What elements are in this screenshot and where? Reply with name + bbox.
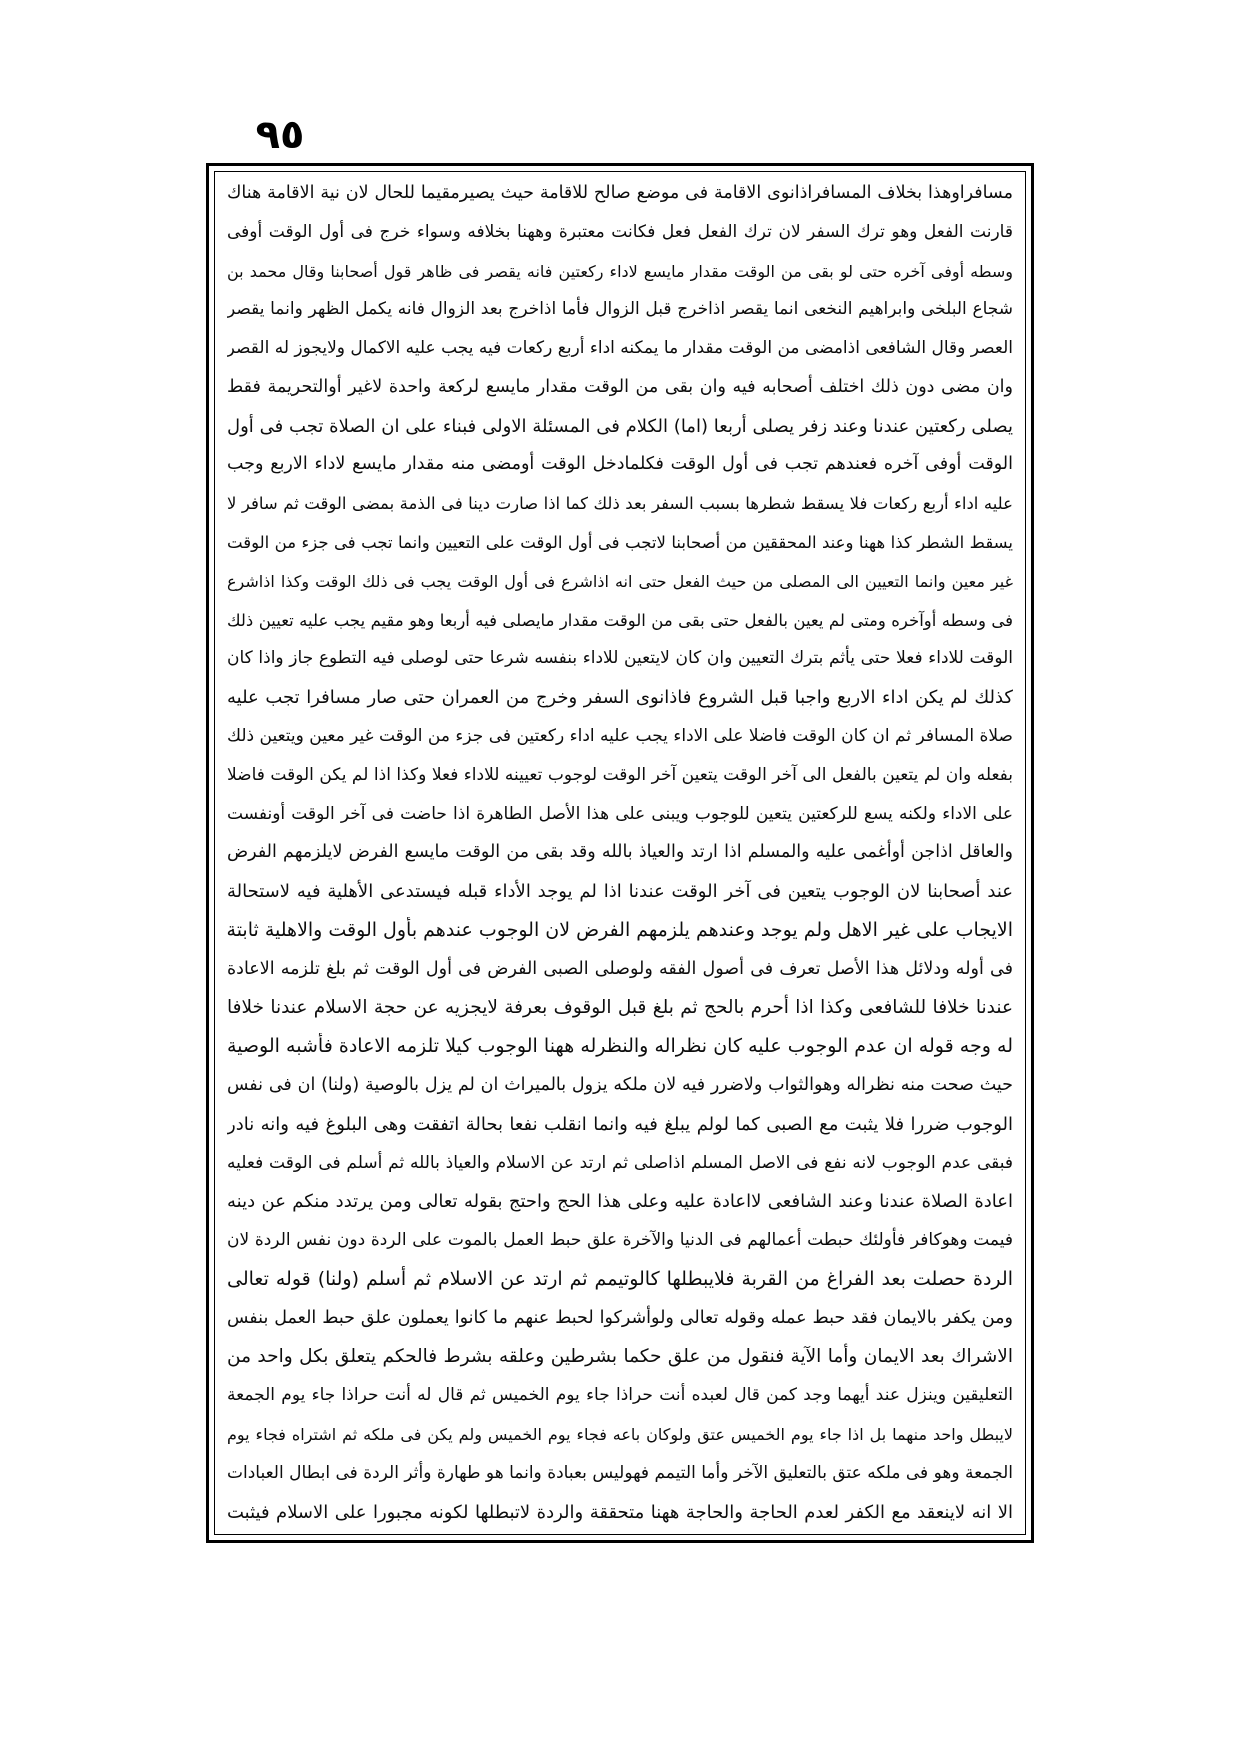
text-line: والعاقل اذاجن أوأغمى عليه والمسلم اذا ارتد والعياذ بالله وقد بقى من الوقت مايسع الفرض لايلزمهم الفرض [227, 842, 1013, 863]
text-line: كذلك لم يكن اداء الاربع واجبا قبل الشروع فاذانوى السفر وخرج من العمران حتى صار مسافرا تجب عليه [227, 687, 1013, 709]
page-number: ٩٥ [255, 112, 305, 158]
text-line: فى أوله ودلائل هذا الأصل تعرف فى أصول الفقه ولوصلى الصبى الفرض فى أول الوقت ثم بلغ تلزمه الاعادة [227, 958, 1013, 979]
text-line: العصر وقال الشافعى اذامضى من الوقت مقدار ما يمكنه اداء أربع ركعات فيه يجب عليه الاكمال ولايجوز له القصر [227, 338, 1013, 359]
text-line: الا انه لاينعقد مع الكفر لعدم الحاجة والحاجة ههنا متحققة والردة لاتبطلها لكونه مجبورا على الاسلام فيثبت [227, 1501, 1013, 1523]
text-line: ومن يكفر بالايمان فقد حبط عمله وقوله تعالى ولوأشركوا لحبط عنهم ما كانوا يعملون علق حبط العمل بنفس [227, 1307, 1013, 1328]
text-line: قارنت الفعل وهو ترك السفر لان ترك الفعل فعل فكانت معتبرة وههنا بخلافه وسواء خرج فى أول الوقت أوفى [227, 221, 1013, 242]
text-line: حيث صحت منه نظراله وهوالثواب ولاضرر فيه لان ملكه يزول بالميراث ان لم يزل بالوصية (ولنا) ان فى نفس [227, 1074, 1013, 1095]
text-line: على الاداء ولكنه يسع للركعتين يتعين للوجوب ويبنى على هذا الأصل الطاهرة اذا حاضت فى آخر الوقت أونفست [227, 803, 1013, 824]
text-line: فى وسطه أوآخره ومتى لم يعين بالفعل حتى بقى من الوقت مقدار مايصلى فيه أربعا وهو مقيم يجب عليه تعيين ذلك [227, 610, 1013, 630]
text-line: وان مضى دون ذلك اختلف أصحابه فيه وان بقى من الوقت مقدار مايسع لركعة واحدة لاغير أوالتحريمة فقط [227, 376, 1013, 397]
text-line: له وجه قوله ان عدم الوجوب عليه كان نظراله والنظرله ههنا الوجوب كيلا تلزمه الاعادة فأشبه الوصية [227, 1035, 1013, 1058]
text-line: شجاع البلخى وابراهيم النخعى انما يقصر اذاخرج قبل الزوال فأما اذاخرج بعد الزوال فانه يكمل الظهر وانما يقصر [227, 299, 1013, 320]
text-line: غير معين وانما التعيين الى المصلى من حيث الفعل حتى انه اذاشرع فى أول الوقت يجب فى ذلك الوقت وكذا اذاشرع [227, 571, 1013, 591]
text-line: يصلى ركعتين عندنا وعند زفر يصلى أربعا (اما) الكلام فى المسئلة الاولى فبناء على ان الصلاة تجب فى أول [227, 415, 1013, 437]
text-line: الوقت أوفى آخره فعندهم تجب فى أول الوقت فكلمادخل الوقت أومضى منه مقدار مايسع لاداء الاربع وجب [227, 454, 1013, 475]
text-line: الوجوب ضررا فلا يثبت مع الصبى كما لولم يبلغ فيه وانما انقلب نفعا بحالة اتفقت وهى البلوغ فيه وانه نادر [227, 1113, 1013, 1135]
text-line: اعادة الصلاة عندنا وعند الشافعى لااعادة عليه وعلى هذا الحج واحتج بقوله تعالى ومن يرتدد منكم عن دينه [227, 1191, 1013, 1213]
text-line: التعليقين وينزل عند أيهما وجد كمن قال لعبده أنت حراذا جاء يوم الخميس ثم قال له أنت حراذا جاء يوم الجمعة [227, 1385, 1013, 1406]
text-line: لايبطل واحد منهما بل اذا جاء يوم الخميس عتق ولوكان باعه فجاء يوم الخميس ولم يكن فى ملكه ثم اشتراه فجاء يوم [227, 1425, 1013, 1444]
text-line: فيمت وهوكافر فأولئك حبطت أعمالهم فى الدنيا والآخرة علق حبط العمل بالموت على الردة دون نفس الردة لان [227, 1230, 1013, 1251]
text-line: الوقت للاداء فعلا حتى يأثم بترك التعيين وان كان لايتعين للاداء بنفسه شرعا حتى لوصلى فيه التطوع جاز واذا كان [227, 648, 1013, 669]
text-line: الردة حصلت بعد الفراغ من القربة فلايبطلها كالوتيمم ثم ارتد عن الاسلام ثم أسلم (ولنا) قوله تعالى [227, 1267, 1013, 1290]
text-line: يسقط الشطر كذا ههنا وعند المحققين من أصحابنا لاتجب فى أول الوقت على التعيين وانما تجب فى جزء من الوقت [227, 533, 1013, 553]
body-text [227, 180, 1013, 1526]
text-line: عندنا خلافا للشافعى وكذا اذا أحرم بالحج ثم بلغ قبل الوقوف بعرفة لايجزيه عن حجة الاسلام عندنا خلافا [227, 997, 1013, 1019]
text-line: مسافراوهذا بخلاف المسافراذانوى الاقامة فى موضع صالح للاقامة حيث يصيرمقيما للحال لان نية الاقامة هناك [227, 183, 1013, 203]
text-line: وسطه أوفى آخره حتى لو بقى من الوقت مقدار مايسع لاداء ركعتين فانه يقصر فى ظاهر قول أصحابنا وقال محمد بن [227, 261, 1013, 281]
text-line: الايجاب على غير الاهل ولم يوجد وعندهم يلزمهم الفرض لان الوجوب عندهم بأول الوقت والاهلية ثابتة [227, 918, 1013, 941]
text-line: فبقى عدم الوجوب لانه نفع فى الاصل المسلم اذاصلى ثم ارتد عن الاسلام والعياذ بالله ثم أسلم فى الوقت فعليه [227, 1152, 1013, 1173]
page-frame-inner [214, 171, 1026, 1535]
text-line: الاشراك بعد الايمان وأما الآية فنقول من علق حكما بشرطين وعلقه بشرط فالحكم يتعلق بكل واحد من [227, 1346, 1013, 1368]
text-line: الجمعة وهو فى ملكه عتق بالتعليق الآخر وأما التيمم فهوليس بعبادة وانما هو طهارة وأثر الردة فى ابطال العبادات [227, 1462, 1013, 1483]
text-line: عند أصحابنا لان الوجوب يتعين فى آخر الوقت عندنا اذا لم يوجد الأداء قبله فيستدعى الأهلية فيه لاستحالة [227, 881, 1013, 903]
page-frame [206, 163, 1034, 1543]
text-line: عليه اداء أربع ركعات فلا يسقط شطرها بسبب السفر بعد ذلك كما اذا صارت دينا فى الذمة بمضى الوقت ثم سافر لا [227, 494, 1013, 514]
text-line: صلاة المسافر ثم ان كان الوقت فاضلا على الاداء يجب عليه اداء ركعتين فى جزء من الوقت غير معين ويتعين ذلك [227, 725, 1013, 746]
text-line: بفعله وان لم يتعين بالفعل الى آخر الوقت يتعين آخر الوقت لوجوب تعيينه للاداء فعلا وكذا اذا لم يكن الوقت فاضلا [227, 764, 1013, 785]
